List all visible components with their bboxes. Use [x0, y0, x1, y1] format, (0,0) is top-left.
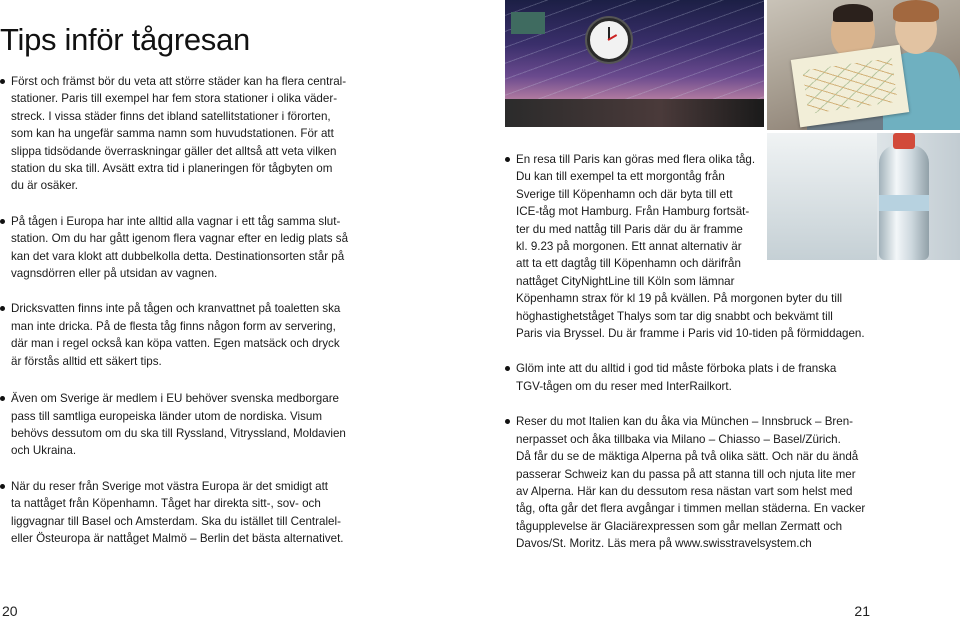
- train-station-dusk-photo: [505, 0, 764, 127]
- tip-line: station. Om du har gått igenom flera vagnar efter en ledig plats så: [11, 232, 349, 246]
- tip-line: streck. I vissa städer finns det ibland satellitstationer i förorten,: [11, 109, 331, 123]
- tip-line: där man i regel också kan köpa vatten. Egen matsäck och dryck: [11, 337, 340, 351]
- tip-line: kan det vara klokt att dubbelkolla detta. Destinationsorten står på: [11, 249, 345, 263]
- tip-line: du är osäker.: [11, 179, 79, 193]
- left-tips-list: [0, 73, 350, 565]
- tip-item: [505, 360, 865, 395]
- tip-line: TGV-tågen om du reser med InterRailkort.: [516, 379, 732, 393]
- page-title: Tips inför tågresan: [0, 22, 250, 57]
- tip-line: På tågen i Europa har inte alltid alla vagnar i ett tåg samma slut-: [11, 214, 341, 228]
- tip-line: av Alperna. Här kan du dessutom resa nästan vart som helst med: [516, 484, 853, 498]
- tip-line: Glöm inte att du alltid i god tid måste förboka plats i de franska: [516, 362, 837, 376]
- travelers-with-map-photo: [767, 0, 960, 130]
- tip-line: stationer. Paris till exempel har fem stora stationer i olika väder-: [11, 92, 338, 106]
- tip-line: Davos/St. Moritz. Läs mera på www.swisstravelsystem.ch: [516, 537, 812, 551]
- tip-line: Köpenhamn strax för kl 19 på kvällen. På morgonen byter du till: [516, 292, 843, 306]
- tip-line: Även om Sverige är medlem i EU behöver svenska medborgare: [11, 392, 339, 406]
- tip-line: ter du med nattåg till Paris där du är framme: [516, 222, 743, 236]
- tip-line: station du ska till. Avsätt extra tid i planeringen för tågbyten om: [11, 162, 333, 176]
- tip-line: är förstås alltid ett säkert tips.: [11, 354, 162, 368]
- tip-line: och Ukraina.: [11, 444, 77, 458]
- tip-line: tåg, ofta går det flera avgångar i timmen mellan städerna. En vacker: [516, 502, 866, 516]
- tip-line: att ta ett dagtåg till Köpenhamn och därifrån: [516, 257, 741, 271]
- right-tips-list: [505, 151, 865, 571]
- tip-line: När du reser från Sverige mot västra Europa är det smidigt att: [11, 479, 329, 493]
- tip-item: [0, 213, 350, 283]
- tip-line: Du kan till exempel ta ett morgontåg från: [516, 170, 725, 184]
- tip-item: [0, 478, 350, 548]
- tip-line: kl. 9.23 på morgonen. Ett annat alternativ är: [516, 240, 742, 254]
- tip-item: [0, 73, 350, 195]
- tip-line: Dricksvatten finns inte på tågen och kranvattnet på toaletten ska: [11, 302, 341, 316]
- tip-line: nattåget CityNightLine till Köln som lämnar: [516, 274, 735, 288]
- tip-line: Först och främst bör du veta att större städer kan ha flera central-: [11, 75, 347, 88]
- tip-line: En resa till Paris kan göras med flera olika tåg.: [516, 153, 756, 166]
- tip-line: behövs dessutom om du ska till Ryssland, Vitryssland, Moldavien: [11, 426, 346, 440]
- page-number-left: 20: [2, 603, 18, 619]
- tip-line: höghastighetståget Thalys som tar dig snabbt och bekvämt till: [516, 309, 833, 323]
- tip-line: tågupplevelse är Glaciärexpressen som går mellan Zermatt och: [516, 519, 843, 533]
- tip-line: slippa tidsödande överraskningar gäller det alltså att veta vilken: [11, 144, 337, 158]
- tip-line: Reser du mot Italien kan du åka via München – Innsbruck – Bren-: [516, 415, 854, 429]
- tip-line: Då får du se de mäktiga Alperna på två olika sätt. Och när du ändå: [516, 450, 859, 464]
- tip-line: nerpasset och åka tillbaka via Milano – Chiasso – Basel/Zürich.: [516, 432, 841, 446]
- tip-line: ta nattåget från Köpenhamn. Tåget har direkta sitt-, sov- och: [11, 497, 321, 511]
- tip-item: [0, 390, 350, 460]
- tip-line: ICE-tåg mot Hamburg. Från Hamburg fortsät-: [516, 205, 750, 219]
- tip-line: liggvagnar till Basel och Amsterdam. Ska du istället till Centralel-: [11, 514, 341, 528]
- tip-line: Sverige till Köpenhamn och där byta till ett: [516, 187, 733, 201]
- tip-line: man inte dricka. På de flesta tåg finns någon form av servering,: [11, 319, 336, 333]
- tip-line: eller Östeuropa är nattåget Malmö – Berlin det bästa alternativet.: [11, 531, 344, 545]
- tip-line: Paris via Bryssel. Du är framme i Paris vid 10-tiden på förmiddagen.: [516, 327, 865, 341]
- tip-line: som kan ha ungefär samma namn som huvudstationen. För att: [11, 127, 334, 141]
- tip-line: vagnsdörren eller på utsidan av vagnen.: [11, 267, 218, 281]
- tip-item: [505, 151, 865, 342]
- tip-line: passerar Schweiz kan du passa på att stanna till och njuta lite mer: [516, 467, 856, 481]
- tip-line: pass till samtliga europeiska länder utom de nordiska. Visum: [11, 409, 323, 423]
- tip-item: [0, 300, 350, 370]
- tip-item: [505, 413, 865, 552]
- page-number-right: 21: [854, 603, 870, 619]
- station-clock-icon: [587, 18, 631, 62]
